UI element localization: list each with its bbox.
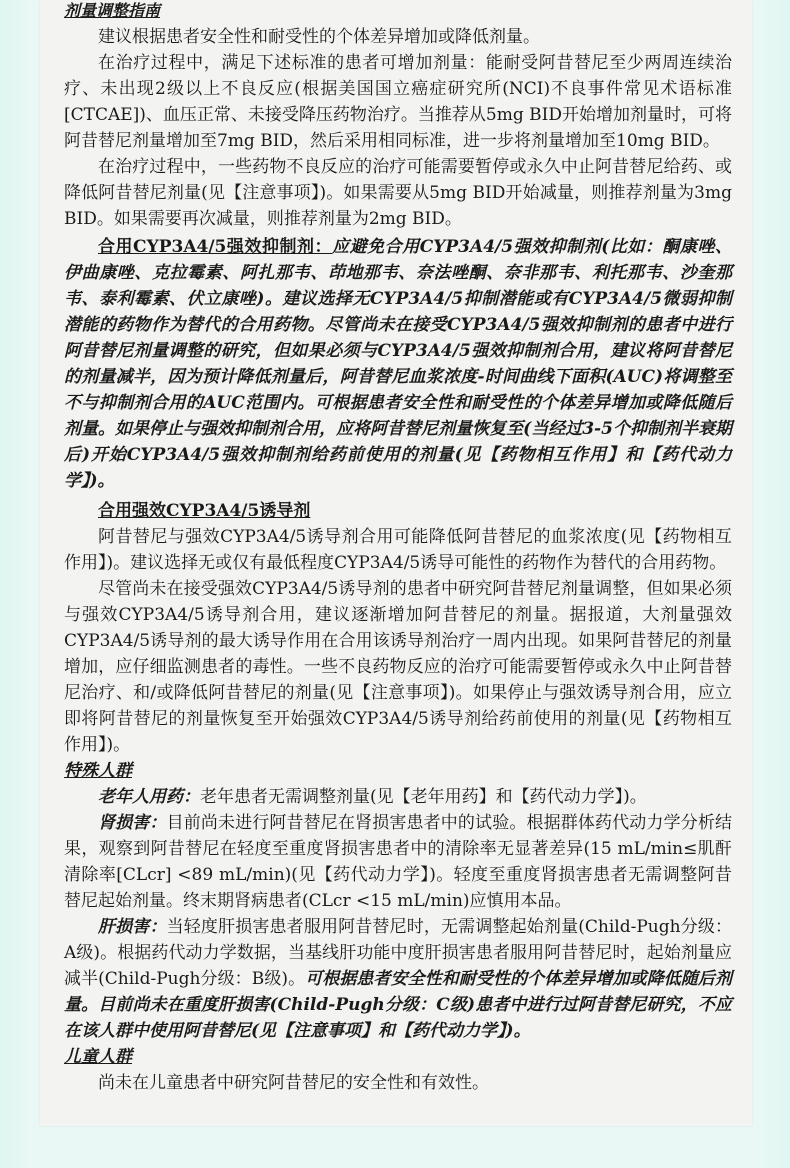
elderly-text: 老年患者无需调整剂量(见【老年用药】和【药代动力学】)。 <box>200 787 647 807</box>
renal-label: 肾损害： <box>98 813 167 833</box>
special-population-heading: 特殊人群 <box>64 761 132 781</box>
section-title: 剂量调整指南 <box>64 1 161 20</box>
child-population-heading: 儿童人群 <box>64 1047 132 1067</box>
renal-text: 目前尚未进行阿昔替尼在肾损害患者中的试验。根据群体药代动力学分析结果，观察到阿昔替尼在轻度至重度肾损害患者中的清除率无显著差异(15 mL/min≤肌酐清除率[CLcr] <89 mL/min)(见【药代动力学】)。轻度至重度肾损害患者无需调整阿昔替尼起始剂量。终末期肾病患者(CLcr <15 mL/min)应慎用本品。 <box>64 813 733 911</box>
hepatic-paragraph <box>64 914 732 1044</box>
inducer-paragraph-2: 尽管尚未在接受强效CYP3A4/5诱导剂的患者中研究阿昔替尼剂量调整，但如果必须与强效CYP3A4/5诱导剂合用，建议逐渐增加阿昔替尼的剂量。据报道，大剂量强效CYP3A4/5诱导剂的最大诱导作用在合用该诱导剂治疗一周内出现。如果阿昔替尼的剂量增加，应仔细监测患者的毒性。一些不良药物反应的治疗可能需要暂停或永久中止阿昔替尼治疗、和/或降低阿昔替尼的剂量(见【注意事项】)。如果停止与强效诱导剂合用，应立即将阿昔替尼的剂量恢复至开始强效CYP3A4/5诱导剂给药前使用的剂量(见【药物相互作用】)。 <box>64 579 732 755</box>
scanned-document <box>40 0 752 1126</box>
elderly-paragraph <box>64 784 732 810</box>
hepatic-label: 肝损害： <box>98 917 167 937</box>
paragraph-intro: 建议根据患者安全性和耐受性的个体差异增加或降低剂量。 <box>98 27 540 47</box>
paragraph-dose-reduce: 在治疗过程中，一些药物不良反应的治疗可能需要暂停或永久中止阿昔替尼给药、或降低阿昔替尼剂量(见【注意事项】)。如果需要从5mg BID开始减量，则推荐剂量为3mg BID。如果需要再次减量，则推荐剂量为2mg BID。 <box>64 157 732 229</box>
paragraph-dose-increase: 在治疗过程中，满足下述标准的患者可增加剂量：能耐受阿昔替尼至少两周连续治疗、未出现2级以上不良反应(根据美国国立癌症研究所(NCI)不良事件常见术语标准[CTCAE])、血压正常、未接受降压药物治疗。当推荐从5mg BID开始增加剂量时，可将阿昔替尼剂量增加至7mg BID，然后采用相同标准，进一步将剂量增加至10mg BID。 <box>64 53 732 151</box>
hepatic-text-2: 可根据患者安全性和耐受性的个体差异增加或降低随后剂量。目前尚未在重度肝损害(Child-Pugh分级：C级)患者中进行过阿昔替尼研究，不应在该人群中使用阿昔替尼(见【注意事项】和【药代动力学】)。 <box>64 969 732 1041</box>
child-paragraph: 尚未在儿童患者中研究阿昔替尼的安全性和有效性。 <box>98 1073 489 1093</box>
inhibitor-section <box>64 234 732 494</box>
inhibitor-heading: 合用CYP3A4/5强效抑制剂： <box>98 237 333 257</box>
inducer-heading: 合用强效CYP3A4/5诱导剂 <box>98 501 311 521</box>
elderly-label: 老年人用药： <box>98 787 200 807</box>
hepatic-text-1: 当轻度肝损害患者服用阿昔替尼时，无需调整起始剂量(Child-Pugh分级：A级)。根据药代动力学数据，当基线肝功能中度肝损害患者服用阿昔替尼时，起始剂量应减半(Child-Pugh分级：B级)。 <box>64 917 732 989</box>
inhibitor-text: 应避免合用CYP3A4/5强效抑制剂(比如：酮康唑、伊曲康唑、克拉霉素、阿扎那韦、茚地那韦、奈法唑酮、奈非那韦、利托那韦、沙奎那韦、泰利霉素、伏立康唑)。建议选择无CYP3A4/5抑制潜能或有CYP3A4/5微弱抑制潜能的药物作为替代的合用药物。尽管尚未在接受CYP3A4/5强效抑制剂的患者中进行阿昔替尼剂量调整的研究，但如果必须与CYP3A4/5强效抑制剂合用，建议将阿昔替尼的剂量减半，因为预计降低剂量后，阿昔替尼血浆浓度-时间曲线下面积(AUC)将调整至不与抑制剂合用的AUC范围内。可根据患者安全性和耐受性的个体差异增加或降低随后剂量。如果停止与强效抑制剂合用，应将阿昔替尼剂量恢复至(当经过3-5个抑制剂半衰期后)开始CYP3A4/5强效抑制剂给药前使用的剂量(见【药物相互作用】和【药代动力学】)。 <box>64 237 732 491</box>
renal-paragraph <box>64 810 732 914</box>
inducer-paragraph-1: 阿昔替尼与强效CYP3A4/5诱导剂合用可能降低阿昔替尼的血浆浓度(见【药物相互作用】)。建议选择无或仅有最低程度CYP3A4/5诱导可能性的药物作为替代的合用药物。 <box>64 527 732 573</box>
